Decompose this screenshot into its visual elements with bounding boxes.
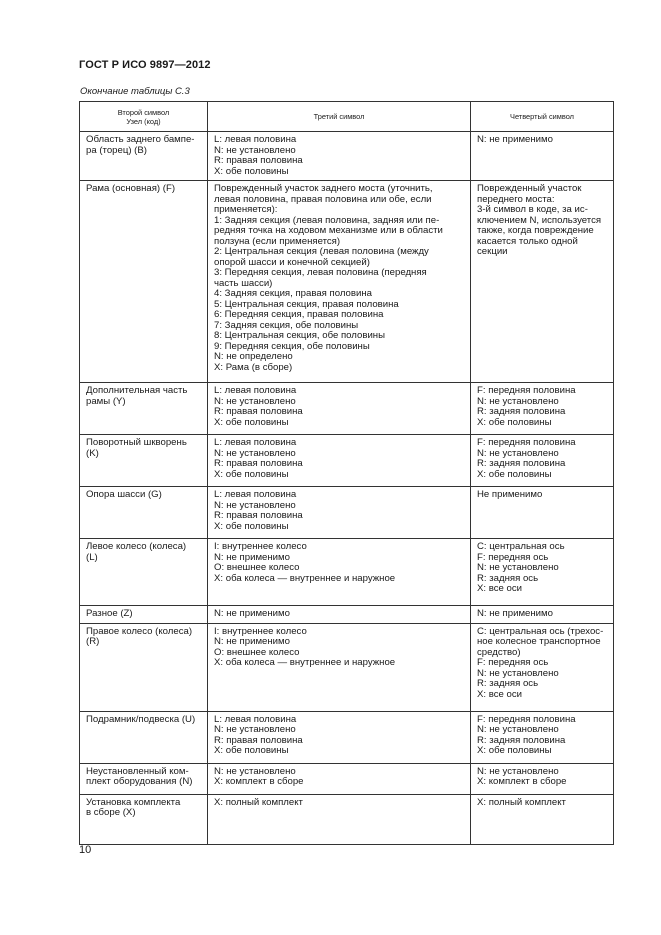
- header-text: [83, 108, 204, 126]
- fourth-symbol-cell: [471, 132, 614, 181]
- text-line: N: не установлено: [214, 765, 296, 777]
- text-line: X: обе половины: [477, 468, 552, 480]
- text-line: часть шасси): [214, 277, 273, 289]
- table-caption: Окончание таблицы С.3: [80, 86, 190, 97]
- unit-cell: [80, 794, 208, 844]
- text-line: N: не установлено: [214, 447, 296, 459]
- text-line: рамы (Y): [86, 395, 126, 407]
- text-line: Левое колесо (колеса): [86, 541, 187, 552]
- text-line: R: правая половина: [214, 458, 303, 469]
- table-row: [80, 539, 614, 606]
- fourth-symbol-cell: [471, 383, 614, 435]
- table-row: [80, 181, 614, 383]
- text-line: L: левая половина: [214, 713, 297, 725]
- third-symbol-cell: [208, 711, 471, 763]
- fourth-symbol-cell: [471, 487, 614, 539]
- text-line: Не применимо: [477, 489, 543, 500]
- table-row: [80, 383, 614, 435]
- fourth-symbol-cell: [471, 794, 614, 844]
- text-line: применяется):: [214, 204, 278, 215]
- unit-cell: [80, 435, 208, 487]
- text-line: Поврежденный участок: [477, 183, 582, 194]
- text-line: N: не установлено: [477, 765, 559, 777]
- header-cell-second-symbol: [80, 102, 208, 132]
- text-line: F: передняя половина: [477, 713, 576, 725]
- text-line: Область заднего бампе-: [86, 134, 195, 145]
- unit-cell: [80, 487, 208, 539]
- text-line: также, когда повреждение: [477, 225, 594, 236]
- third-symbol-cell: [208, 383, 471, 435]
- text-line: Рама (основная) (F): [86, 183, 176, 194]
- text-line: X: комплект в сборе: [477, 776, 567, 787]
- third-symbol-cell: [208, 794, 471, 844]
- text-line: редняя точка на ходовом механизме или в области: [214, 225, 443, 236]
- text-line: C: центральная ось (трехос-: [477, 625, 604, 637]
- text-line: I: внутреннее колесо: [214, 541, 307, 552]
- text-line: Узел (код): [126, 116, 161, 126]
- text-line: R: задняя ось: [477, 572, 539, 584]
- table-row: [80, 623, 614, 711]
- text-line: L: левая половина: [214, 385, 297, 396]
- text-line: N: не установлено: [477, 667, 559, 679]
- text-line: N: не применимо: [477, 134, 553, 145]
- text-line: Правое колесо (колеса): [86, 625, 193, 637]
- unit-cell: [80, 181, 208, 383]
- text-line: секции: [477, 246, 508, 257]
- text-line: ное колесное транспортное: [477, 636, 601, 647]
- table-row: [80, 487, 614, 539]
- text-line: L: левая половина: [214, 489, 297, 500]
- text-line: R: задняя половина: [477, 406, 566, 417]
- text-line: 1: Задняя секция (левая половина, задняя или пе-: [214, 214, 440, 226]
- text-line: 8: Центральная секция, обе половины: [214, 330, 385, 341]
- text-line: X: обе половины: [477, 416, 552, 428]
- third-symbol-cell: [208, 606, 471, 624]
- fourth-symbol-cell: [471, 435, 614, 487]
- text-line: F: передняя половина: [477, 385, 576, 396]
- text-line: плект оборудования (N): [86, 776, 193, 787]
- table-row: [80, 435, 614, 487]
- text-line: левая половина, правая половина или обе, если: [214, 193, 432, 205]
- text-line: 2: Центральная секция (левая половина (между: [214, 246, 429, 257]
- text-line: F: передняя ось: [477, 551, 549, 563]
- text-line: N: не установлено: [477, 447, 559, 459]
- text-line: N: не установлено: [477, 562, 559, 573]
- text-line: N: не установлено: [214, 724, 296, 735]
- text-line: касается только одной: [477, 235, 578, 247]
- third-symbol-cell: [208, 539, 471, 606]
- text-line: X: обе половины: [214, 165, 289, 177]
- third-symbol-cell: [208, 763, 471, 794]
- third-symbol-cell: [208, 623, 471, 711]
- text-line: N: не установлено: [214, 144, 296, 156]
- third-symbol-cell: [208, 181, 471, 383]
- text-line: O: внешнее колесо: [214, 562, 300, 573]
- code-table: [79, 101, 614, 845]
- text-line: X: все оси: [477, 688, 523, 700]
- table-row: [80, 132, 614, 181]
- text-line: X: полный комплект: [214, 796, 303, 808]
- text-line: X: оба колеса — внутреннее и наружное: [214, 657, 396, 668]
- text-line: Установка комплекта: [86, 796, 181, 808]
- fourth-symbol-cell: [471, 606, 614, 624]
- text-line: C: центральная ось: [477, 541, 565, 552]
- text-line: Четвертый символ: [510, 112, 574, 121]
- unit-cell: [80, 132, 208, 181]
- unit-cell: [80, 623, 208, 711]
- text-line: 3: Передняя секция, левая половина (передняя: [214, 267, 427, 278]
- text-line: F: передняя половина: [477, 437, 576, 448]
- text-line: ключением N, используется: [477, 214, 602, 226]
- text-line: Опора шасси (G): [86, 489, 162, 500]
- text-line: 4: Задняя секция, правая половина: [214, 288, 372, 299]
- text-line: X: обе половины: [214, 745, 289, 756]
- text-line: ползуна (если применяется): [214, 235, 341, 247]
- unit-cell: [80, 383, 208, 435]
- fourth-symbol-cell: [471, 711, 614, 763]
- text-line: переднего моста:: [477, 193, 555, 205]
- text-line: Неустановленный ком-: [86, 765, 189, 777]
- text-line: N: не установлено: [477, 724, 559, 735]
- text-line: O: внешнее колесо: [214, 646, 300, 658]
- text-line: R: задняя половина: [477, 458, 566, 469]
- text-line: Поврежденный участок заднего моста (уточнить,: [214, 183, 433, 194]
- document-title: ГОСТ Р ИСО 9897—2012: [79, 59, 211, 71]
- text-line: Поворотный шкворень: [86, 437, 187, 448]
- text-line: Третий символ: [313, 112, 365, 121]
- text-line: (R): [86, 636, 100, 647]
- table-header-row: [80, 102, 614, 132]
- table-row: [80, 711, 614, 763]
- table-row: [80, 606, 614, 624]
- text-line: X: все оси: [477, 583, 523, 594]
- text-line: (K): [86, 447, 99, 459]
- text-line: X: оба колеса — внутреннее и наружное: [214, 572, 396, 584]
- fourth-symbol-cell: [471, 539, 614, 606]
- header-text: [211, 112, 467, 121]
- unit-cell: [80, 711, 208, 763]
- text-line: R: правая половина: [214, 734, 303, 746]
- text-line: R: правая половина: [214, 406, 303, 417]
- text-line: N: не установлено: [477, 395, 559, 407]
- text-line: X: Рама (в сборе): [214, 361, 293, 373]
- fourth-symbol-cell: [471, 763, 614, 794]
- page-number: 10: [79, 844, 92, 856]
- text-line: N: не применимо: [214, 608, 290, 619]
- table-row: [80, 763, 614, 794]
- text-line: X: обе половины: [214, 520, 289, 532]
- text-line: R: задняя ось: [477, 678, 539, 689]
- table-row: [80, 794, 614, 844]
- fourth-symbol-cell: [471, 181, 614, 383]
- text-line: N: не определено: [214, 351, 293, 362]
- text-line: средство): [477, 646, 521, 658]
- text-line: 5: Центральная секция, правая половина: [214, 298, 399, 310]
- text-line: Разное (Z): [86, 608, 133, 619]
- unit-cell: [80, 606, 208, 624]
- text-line: 6: Передняя секция, правая половина: [214, 309, 384, 320]
- text-line: N: не применимо: [214, 551, 290, 563]
- text-line: X: полный комплект: [477, 796, 566, 808]
- text-line: R: задняя половина: [477, 734, 566, 746]
- text-line: N: не установлено: [214, 395, 296, 407]
- fourth-symbol-cell: [471, 623, 614, 711]
- text-line: X: комплект в сборе: [214, 776, 304, 787]
- text-line: 3-й символ в коде, за ис-: [477, 204, 588, 215]
- text-line: R: правая половина: [214, 510, 303, 521]
- text-line: 9: Передняя секция, обе половины: [214, 340, 370, 352]
- header-cell-third-symbol: [208, 102, 471, 132]
- text-line: в сборе (X): [86, 807, 136, 818]
- text-line: N: не применимо: [214, 636, 290, 647]
- text-line: N: не применимо: [477, 608, 553, 619]
- third-symbol-cell: [208, 435, 471, 487]
- header-text: [474, 112, 610, 121]
- third-symbol-cell: [208, 132, 471, 181]
- text-line: R: правая половина: [214, 155, 303, 166]
- text-line: I: внутреннее колесо: [214, 625, 307, 637]
- text-line: X: обе половины: [214, 468, 289, 480]
- text-line: Второй символ: [117, 107, 170, 117]
- text-line: опорой шасси и конечной секцией): [214, 256, 370, 268]
- text-line: X: обе половины: [477, 745, 552, 756]
- text-line: N: не установлено: [214, 499, 296, 511]
- text-line: L: левая половина: [214, 437, 297, 448]
- text-line: ра (торец) (B): [86, 144, 147, 156]
- text-line: F: передняя ось: [477, 657, 549, 668]
- text-line: (L): [86, 551, 98, 563]
- header-cell-fourth-symbol: [471, 102, 614, 132]
- unit-cell: [80, 763, 208, 794]
- text-line: L: левая половина: [214, 134, 297, 145]
- text-line: X: обе половины: [214, 416, 289, 428]
- third-symbol-cell: [208, 487, 471, 539]
- text-line: Подрамник/подвеска (U): [86, 713, 196, 725]
- unit-cell: [80, 539, 208, 606]
- text-line: 7: Задняя секция, обе половины: [214, 319, 359, 331]
- text-line: Дополнительная часть: [86, 385, 188, 396]
